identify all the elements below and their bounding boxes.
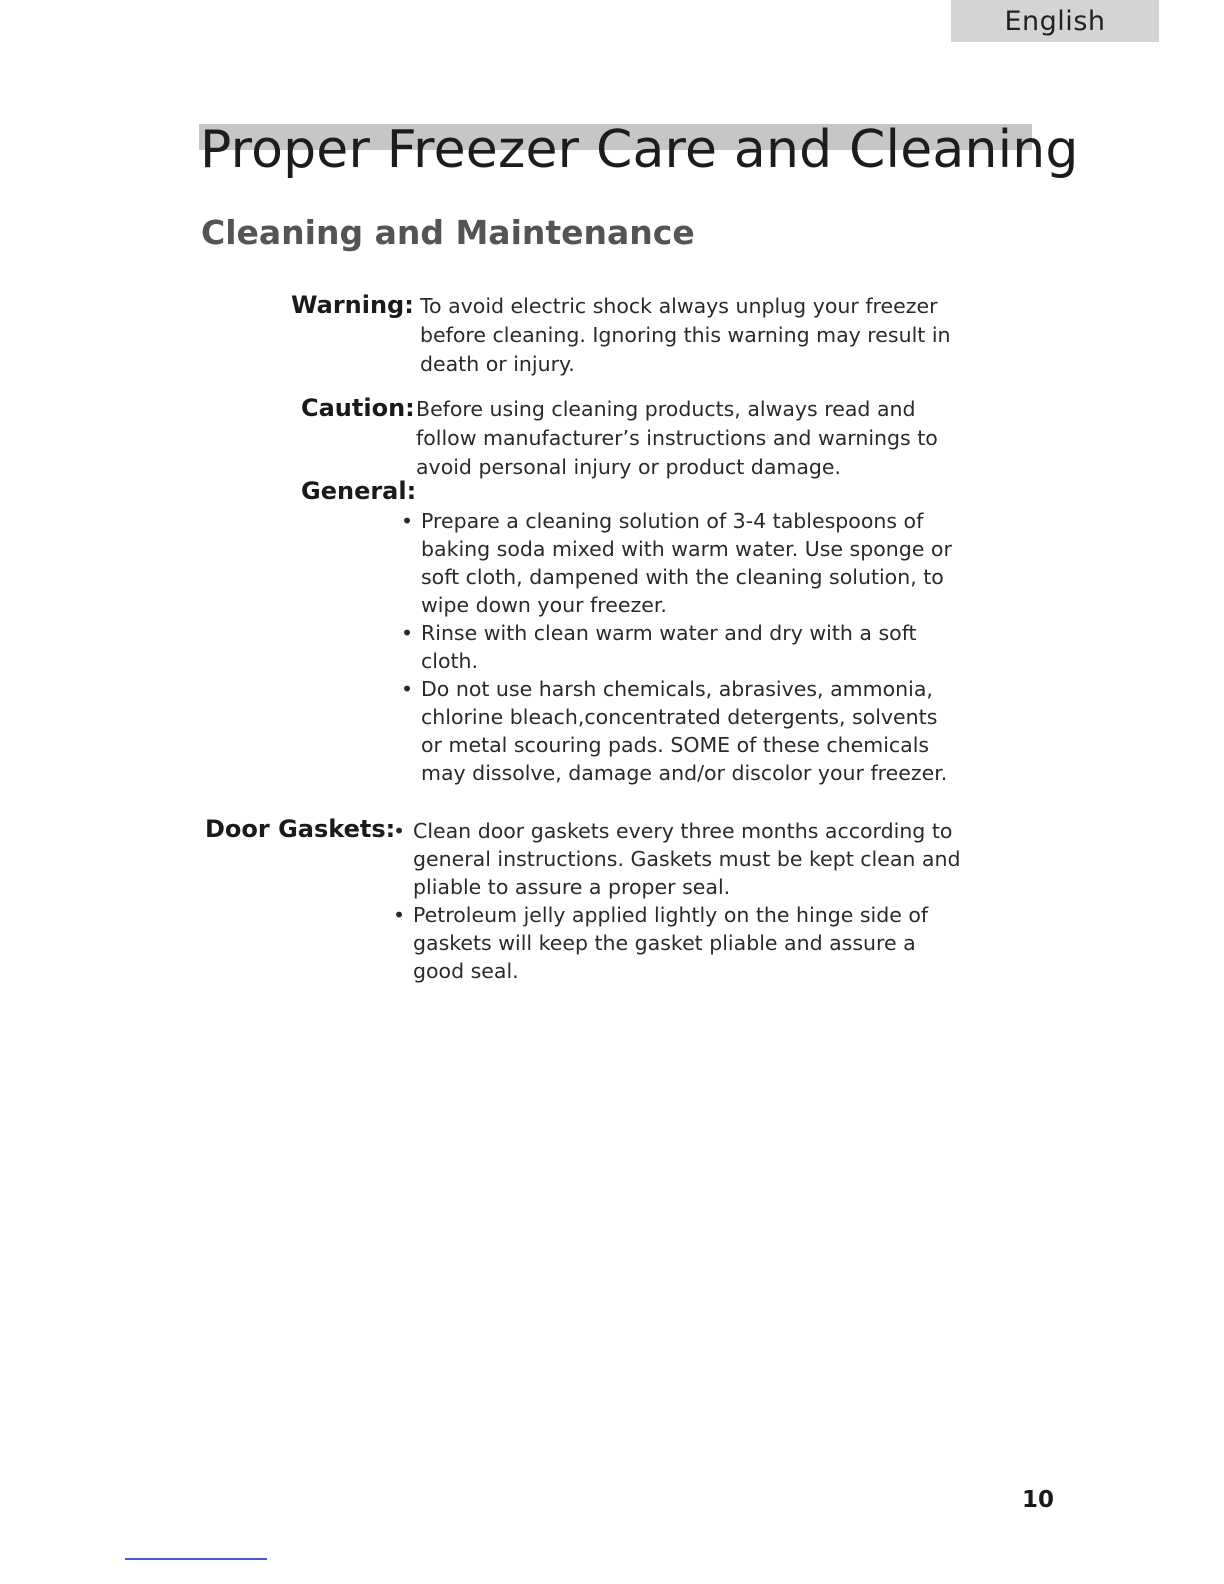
list-item-text: Rinse with clean warm water and dry with a soft cloth. [421, 621, 917, 673]
list-item [401, 507, 961, 619]
language-label: English [1004, 5, 1106, 37]
language-tab [951, 0, 1159, 42]
list-item [401, 619, 961, 675]
caution-text: Before using cleaning products, always read and follow manufacturer’s instructions and warnings to avoid personal injury or product damage. [416, 397, 938, 479]
bullet-icon: • [393, 819, 406, 843]
section-title: Cleaning and Maintenance [201, 213, 695, 252]
page-title: Proper Freezer Care and Cleaning [200, 120, 1079, 180]
list-item-text: Clean door gaskets every three months according to general instructions. Gaskets must be kept clean and pliable to assure a proper seal. [413, 819, 961, 899]
page-number: 10 [1022, 1487, 1055, 1513]
caution-label: Caution: [301, 394, 415, 422]
door-gaskets-list [393, 817, 963, 985]
bullet-icon: • [401, 677, 414, 701]
bottom-rule [125, 1558, 267, 1560]
list-item [401, 675, 961, 787]
general-list [401, 507, 961, 787]
bullet-icon: • [401, 509, 414, 533]
door-gaskets-label: Door Gaskets: [205, 815, 396, 843]
bullet-icon: • [401, 621, 414, 645]
warning-text: To avoid electric shock always unplug your freezer before cleaning. Ignoring this warning may result in death or injury. [420, 294, 951, 376]
list-item [393, 901, 963, 985]
bullet-icon: • [393, 903, 406, 927]
general-label: General: [301, 477, 417, 505]
list-item-text: Do not use harsh chemicals, abrasives, ammonia, chlorine bleach,concentrated detergents, solvents or metal scouring pads. SOME of these chemicals may dissolve, damage and/or discolor your freezer. [421, 677, 948, 785]
list-item-text: Prepare a cleaning solution of 3-4 tablespoons of baking soda mixed with warm water. Use sponge or soft cloth, dampened with the cleaning solution, to wipe down your freezer. [421, 509, 952, 617]
list-item-text: Petroleum jelly applied lightly on the hinge side of gaskets will keep the gasket pliable and assure a good seal. [413, 903, 929, 983]
list-item [393, 817, 963, 901]
warning-label: Warning: [291, 291, 414, 319]
